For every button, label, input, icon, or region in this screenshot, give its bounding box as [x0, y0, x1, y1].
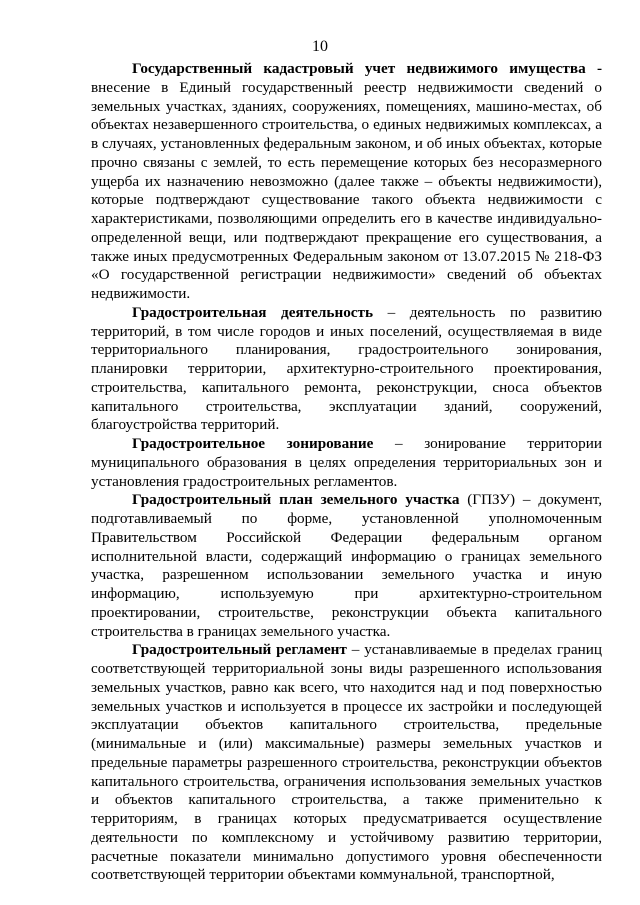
paragraph-cadastral-registration — [91, 60, 602, 304]
term-urban-planning-activity: Градостроительная деятельность — [132, 303, 374, 321]
paragraph-urban-planning-activity — [91, 304, 602, 435]
paragraph-urban-zoning — [91, 435, 602, 491]
definition-urban-regulation: – устанавливаемые в пределах границ соответствующей территориальной зоны виды разрешенного использования земельных участков, равно как всего, что находится над и под поверхностью земельных участков и используется в процессе их застройки и последующей эксплуатации объектов капитального строительства, предельные (минимальные и (или) максимальные) размеры земельных участков и предельные параметры разрешенного строительства, реконструкции объектов капитального строительства, ограничения использования земельных участков и объектов капитального строительства, а также применительно к территориям, в границах которых предусматривается осуществление деятельности по комплексному и устойчивому развитию территории, расчетные показатели минимально допустимого уровня обеспеченности соответствующей территории объектами коммунальной, транспортной, — [91, 641, 602, 884]
page-number: 10 — [312, 38, 328, 55]
term-cadastral-registration: Государственный кадастровый учет недвижимого имущества - — [132, 60, 602, 77]
document-body — [91, 60, 602, 885]
definition-urban-zoning: – зонирование территории муниципального образования в целях определения территориальных зон и установления градостроительных регламентов. — [91, 435, 602, 490]
paragraph-land-plot-plan — [91, 491, 602, 641]
paragraph-urban-regulation — [91, 641, 602, 885]
definition-cadastral-registration: внесение в Единый государственный реестр недвижимости сведений о земельных участках, зданиях, сооружениях, помещениях, машино-местах, об объектах незавершенного строительства, о единых недвижимых комплексах, а в случаях, установленных федеральным законом, и об иных объектах, которые прочно связаны с землей, то есть перемещение которых без несоразмерного ущерба их назначению невозможно (далее также – объекты недвижимости), которые подтверждают существование такого объекта недвижимости с характеристиками, позволяющими определить его в качестве индивидуально-определенной вещи, или подтверждают прекращение его существования, а также иных предусмотренных Федеральным законом от 13.07.2015 № 218-ФЗ «О государственной регистрации недвижимости» сведений об объектах недвижимости. — [91, 78, 602, 302]
term-land-plot-plan: Градостроительный план земельного участка — [132, 491, 460, 509]
definition-land-plot-plan: (ГПЗУ) – документ, подготавливаемый по форме, установленной уполномоченным Правительством Российской Федерации федеральным органом исполнительной власти, содержащий информацию о границах земельного участка, разрешенном использовании земельного участка и иную информацию, используемую при архитектурно-строительном проектировании, строительстве, реконструкции объекта капитального строительства в границах земельного участка. — [91, 491, 602, 640]
definition-urban-planning-activity: – деятельность по развитию территорий, в том числе городов и иных поселений, осуществляемая в виде территориального планирования, градостроительного зонирования, планировки территории, архитектурно-строительного проектирования, строительства, капитального ремонта, реконструкции, сноса объектов капитального строительства, эксплуатации зданий, сооружений, благоустройства территорий. — [91, 303, 602, 434]
term-urban-regulation: Градостроительный регламент — [132, 641, 347, 659]
term-urban-zoning: Градостроительное зонирование — [132, 435, 374, 452]
